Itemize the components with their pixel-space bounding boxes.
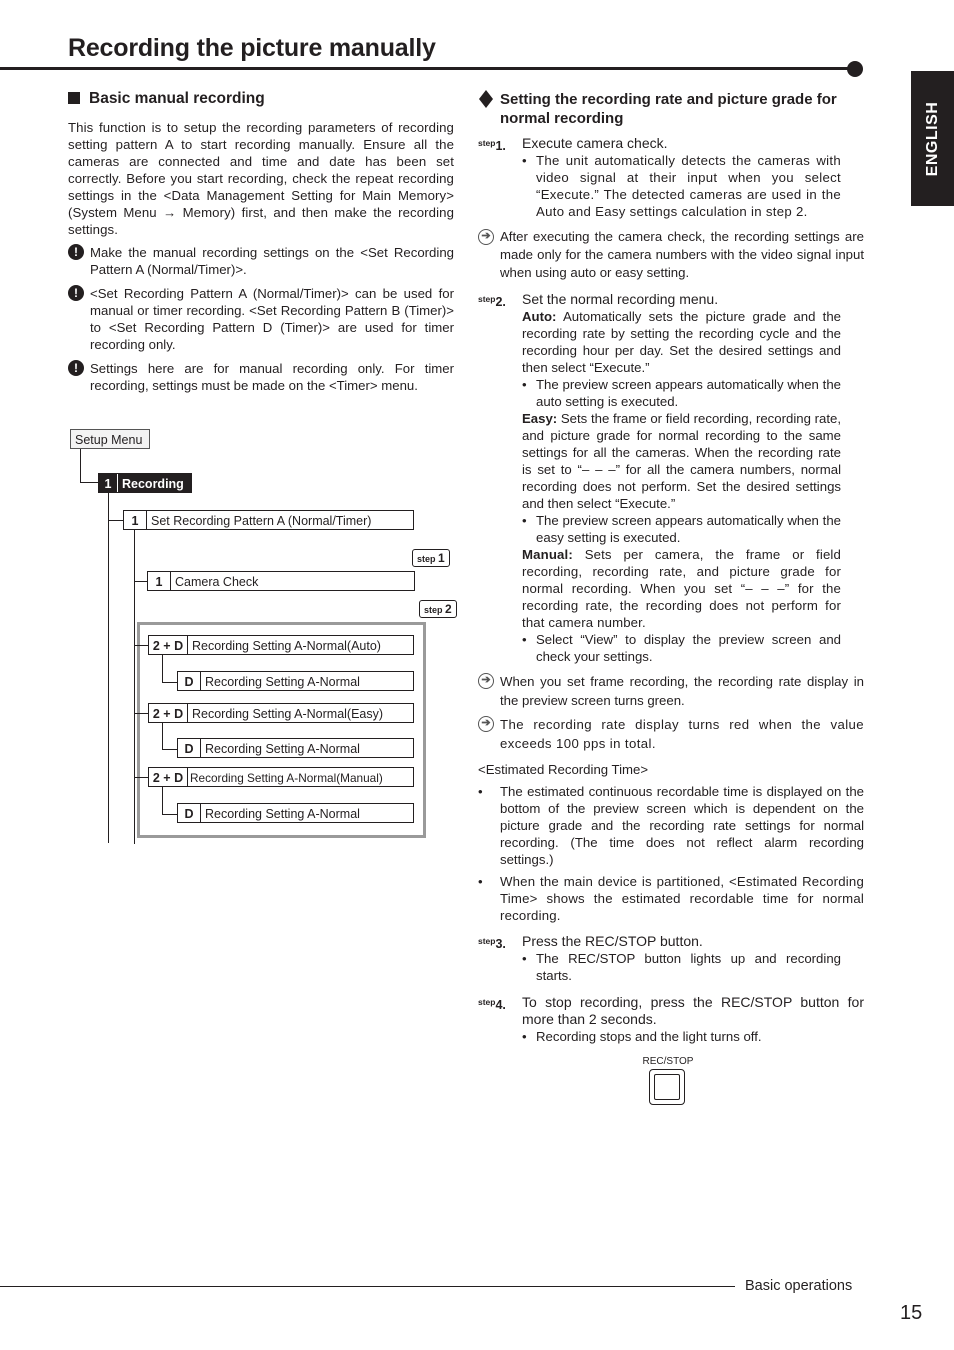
info-note-1-text: After executing the camera check, the recording settings are made only for the camera numbers with the video signal input when using auto or easy setting. (500, 229, 864, 280)
easy-description (522, 410, 841, 512)
caution-note-2-text: <Set Recording Pattern A (Normal/Timer)> can be used for manual or timer recording. <Set Recording Pattern B (Timer)> to <Set Recording Pattern D (Timer)> are used for timer recording only. (90, 286, 454, 352)
page-title: Recording the picture manually (68, 34, 436, 62)
step-3-number: 3. (495, 937, 506, 951)
normal-auto-label: Recording Setting A-Normal(Auto) (192, 639, 381, 653)
normal-easy-label: Recording Setting A-Normal(Easy) (192, 707, 384, 721)
normal-auto-box (148, 635, 414, 655)
normal-easy-sub-num: D (178, 739, 201, 757)
left-intro: This function is to setup the recording parameters of recording setting pattern A to start recording manually. Ensure all the cameras are connected and time and date has been set correctly. Before you start recording, check the repeat recording settings in the <Data Management Setting for Main Memory> (System Menu → Memory) first, and then make the recording settings. (68, 120, 454, 237)
footer-rule (0, 1286, 735, 1287)
easy-bullet-text: The preview screen appears automatically when the easy setting is executed. (536, 513, 841, 545)
right-heading-text: Setting the recording rate and picture grade for normal recording (500, 91, 837, 127)
pattern-a-label: Set Recording Pattern A (Normal/Timer) (151, 514, 372, 528)
exclamation-icon: ! (68, 244, 84, 260)
manual-description (522, 546, 841, 631)
manual-bullet: • Select “View” to display the preview screen and check your settings. (522, 632, 841, 664)
normal-manual-sub-box (177, 803, 414, 823)
step-1-tag (412, 549, 450, 567)
step-tag-number: 1 (438, 551, 445, 565)
camera-check-label: Camera Check (175, 575, 259, 589)
step-2-text: Set the normal recording menu. (522, 291, 719, 307)
easy-label: Easy: (522, 411, 558, 426)
manual-text: Sets per camera, the frame or field recording, recording rate, and picture grade for normal recording. When you set “– – –” for the recording rate, the recording does not perform for that camera number. (522, 547, 841, 630)
auto-bullet-text: The preview screen appears automatically when the auto setting is executed. (536, 377, 841, 409)
normal-easy-box (148, 703, 414, 723)
tree-line (80, 482, 98, 483)
normal-manual-sub-label: Recording Setting A-Normal (205, 807, 360, 821)
step-1-bullet: • The unit automatically detects the cameras with video signal at their input when you select “Execute.” The detected cameras are used in the Auto and Easy settings calculation in step 2. (522, 153, 841, 219)
normal-easy-sub-box (177, 738, 414, 758)
tree-line (134, 713, 148, 714)
tree-line (108, 493, 109, 843)
normal-auto-num: 2 + D (149, 636, 188, 654)
step-3-bullet-text: The REC/STOP button lights up and recording starts. (536, 951, 841, 983)
recording-menu-box (98, 473, 192, 493)
normal-auto-sub-box (177, 671, 414, 691)
exclamation-icon: ! (68, 285, 84, 301)
estimated-bullet-1-text: The estimated continuous recordable time is displayed on the bottom of the preview screen which is dependent on the picture grade and the recording rate settings for normal recording. (The time does not reflect alarm recording settings.) (500, 784, 864, 867)
step-3-text: Press the REC/STOP button. (522, 933, 703, 949)
info-note-3 (478, 715, 864, 753)
manual-bullet-text: Select “View” to display the preview screen and check your settings. (536, 632, 841, 664)
step-word: step (478, 936, 496, 946)
step-2 (478, 291, 864, 665)
estimated-time-heading: <Estimated Recording Time> (478, 762, 649, 777)
info-note-3-text: The recording rate display turns red when the value exceeds 100 pps in total. (500, 717, 864, 751)
step-word: step (478, 997, 496, 1007)
normal-manual-num: 2 + D (149, 768, 188, 786)
auto-description (522, 308, 841, 376)
auto-text: Automatically sets the picture grade and the recording rate by setting the recording cycle and the recording hour per day. Set the desired settings and then select “Execute.” (522, 309, 841, 375)
manual-label: Manual: (522, 547, 573, 562)
step-1 (478, 135, 864, 220)
caution-note-1-text: Make the manual recording settings on the <Set Recording Pattern A (Normal/Timer)>. (90, 245, 454, 277)
step-1-number: 1. (495, 139, 506, 153)
tree-line (162, 655, 163, 682)
tree-line (162, 787, 163, 814)
pattern-a-num: 1 (124, 511, 147, 529)
caution-note-3-text: Settings here are for manual recording only. For timer recording, settings must be made on the <Timer> menu. (90, 361, 454, 393)
rec-stop-label: REC/STOP (642, 1056, 694, 1067)
right-section (478, 90, 864, 1045)
normal-auto-sub-label: Recording Setting A-Normal (205, 675, 360, 689)
step-tag-number: 2 (445, 602, 452, 616)
step-1-text: Execute camera check. (522, 135, 668, 151)
normal-easy-num: 2 + D (149, 704, 188, 722)
estimated-bullet-2-text: When the main device is partitioned, <Estimated Recording Time> shows the estimated recordable time for normal recording. (500, 874, 864, 923)
estimated-bullet-1: • The estimated continuous recordable time is displayed on the bottom of the preview screen which is dependent on the picture grade and the recording rate settings for normal recording. (The time does not reflect alarm recording settings.) (478, 784, 864, 867)
normal-manual-sub-num: D (178, 804, 201, 822)
info-note-2 (478, 672, 864, 710)
footer-section: Basic operations (745, 1278, 853, 1294)
arrow-circle-icon: ➔ (478, 673, 494, 689)
step-1-bullet-text: The unit automatically detects the cameras with video signal at their input when you select “Execute.” The detected cameras are used in the Auto and Easy settings calculation in step 2. (536, 153, 841, 219)
tree-line (162, 814, 177, 815)
tree-line (108, 520, 123, 521)
tree-line (134, 777, 148, 778)
arrow-circle-icon: ➔ (478, 229, 494, 245)
page-number: 15 (900, 1302, 923, 1324)
setup-menu-label: Setup Menu (75, 433, 143, 447)
language-tab-label: ENGLISH (923, 101, 941, 176)
tree-line (162, 682, 177, 683)
info-note-2-text: When you set frame recording, the recording rate display in the preview screen turns green. (500, 674, 864, 708)
step-3 (478, 933, 864, 984)
recording-menu-num: 1 (99, 474, 118, 492)
step-2-tag (419, 600, 457, 618)
step-4-bullet-text: Recording stops and the light turns off. (536, 1029, 762, 1044)
step-tag-word: step (417, 554, 436, 564)
tree-line (134, 530, 135, 844)
step-word: step (478, 294, 496, 304)
camera-check-box (147, 571, 415, 591)
info-note-1 (478, 228, 864, 282)
recording-menu-label: Recording (122, 477, 184, 491)
normal-manual-label: Recording Setting A-Normal(Manual) (190, 771, 383, 785)
auto-label: Auto: (522, 309, 557, 324)
normal-easy-sub-label: Recording Setting A-Normal (205, 742, 360, 756)
step-4-text: To stop recording, press the REC/STOP button for more than 2 seconds. (522, 994, 864, 1027)
auto-bullet: • The preview screen appears automatically when the auto setting is executed. (522, 377, 841, 409)
step-4-bullet: • Recording stops and the light turns off. (522, 1028, 864, 1045)
normal-manual-box (148, 767, 414, 787)
setup-menu-box (70, 429, 150, 449)
step-4 (478, 994, 864, 1045)
tree-line (80, 449, 81, 482)
normal-auto-sub-num: D (178, 672, 201, 690)
tree-line (162, 749, 177, 750)
right-heading (478, 90, 864, 128)
step-4-number: 4. (495, 998, 506, 1012)
step-4-label (478, 994, 522, 1045)
camera-check-num: 1 (148, 572, 171, 590)
step-2-label (478, 291, 522, 665)
step-word: step (478, 138, 496, 148)
step-3-label (478, 933, 522, 984)
left-heading-text: Basic manual recording (89, 90, 265, 107)
exclamation-icon: ! (68, 360, 84, 376)
easy-bullet: • The preview screen appears automatically when the easy setting is executed. (522, 513, 841, 545)
estimated-bullet-2: • When the main device is partitioned, <Estimated Recording Time> shows the estimated recordable time for normal recording. (478, 874, 864, 923)
rec-stop-button-icon (649, 1069, 685, 1105)
tree-line (162, 723, 163, 749)
step-tag-word: step (424, 605, 443, 615)
easy-text: Sets the frame or field recording, recording rate, and picture grade for normal recording to the same settings for all the cameras. When the recording rate is set to “– – –” for all the camera numbers, normal recording does not perform. Set the desired settings and then select “Execute.” (522, 411, 841, 511)
step-2-number: 2. (495, 295, 506, 309)
arrow-circle-icon: ➔ (478, 716, 494, 732)
step-1-label (478, 135, 522, 220)
pattern-a-box (123, 510, 414, 530)
diamond-icon (478, 90, 500, 128)
step-3-bullet: • The REC/STOP button lights up and recording starts. (522, 951, 841, 983)
tree-line (134, 645, 148, 646)
tree-line (134, 581, 147, 582)
